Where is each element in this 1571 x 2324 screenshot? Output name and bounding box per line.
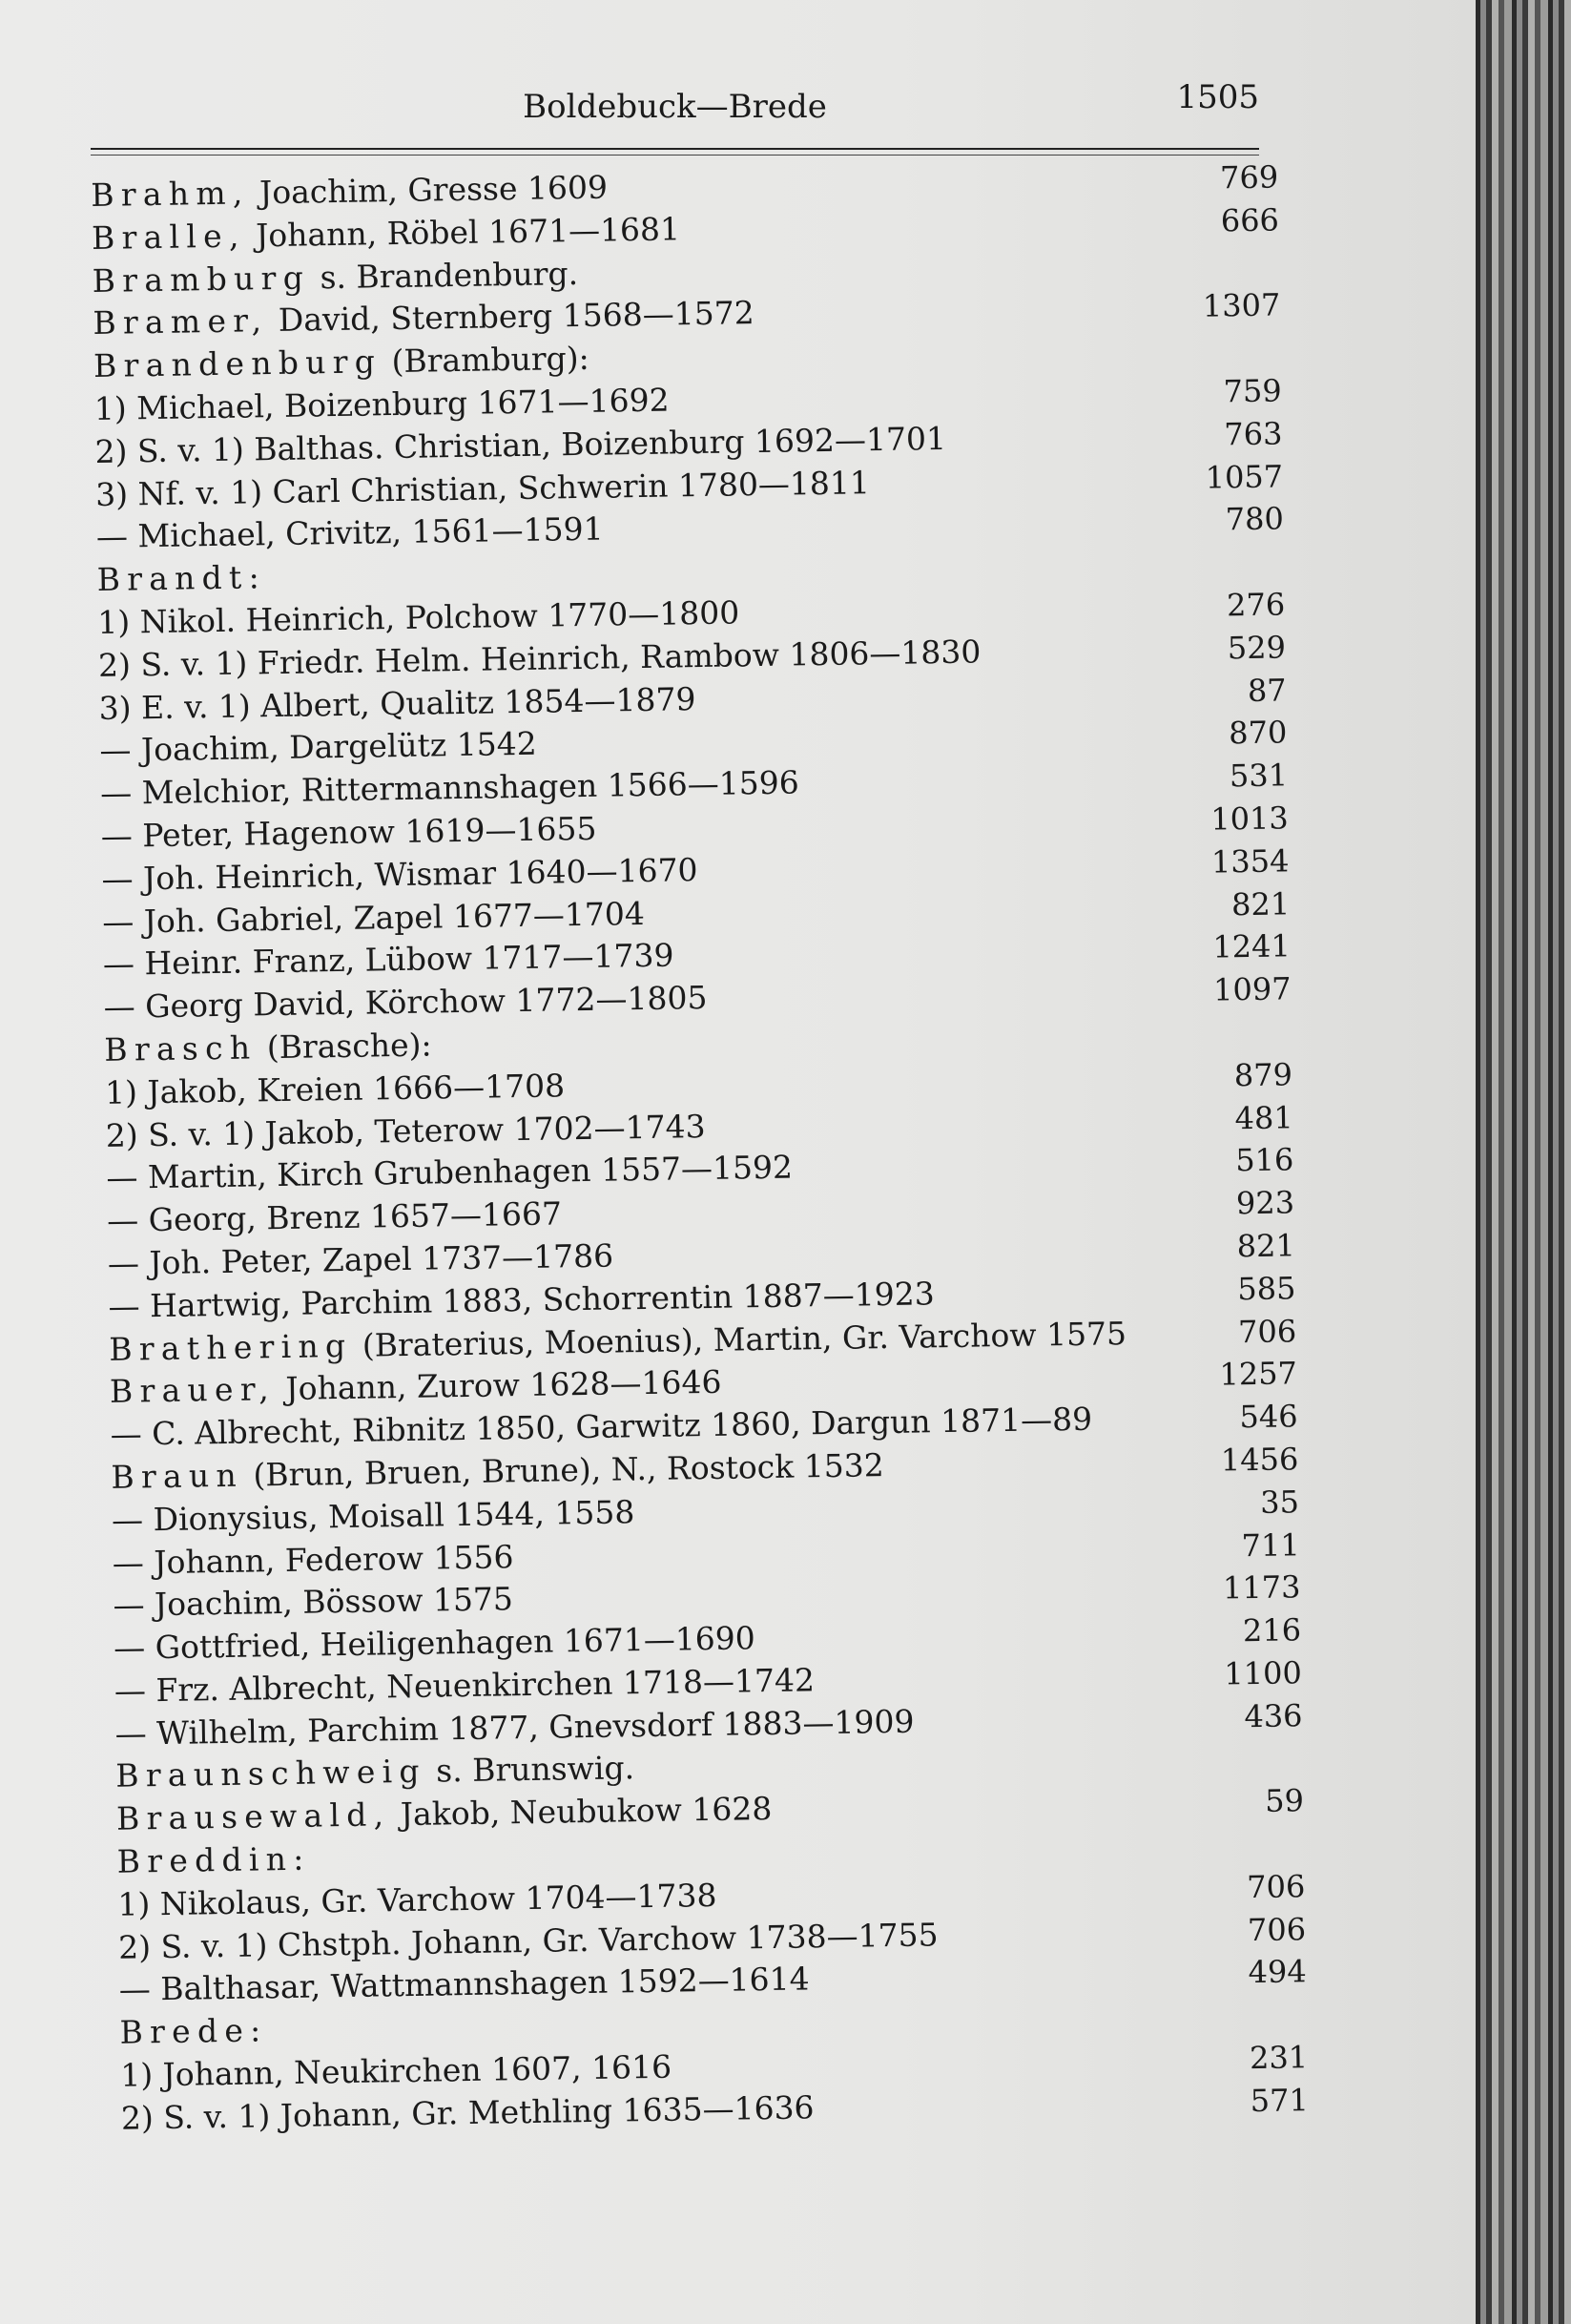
entry-details: — Dionysius, Moisall 1544, 1558 bbox=[111, 1492, 635, 1539]
entry-text bbox=[113, 1581, 513, 1625]
entry-reference-number: 436 bbox=[1244, 1696, 1303, 1734]
entry-reference-number: 1307 bbox=[1202, 286, 1281, 325]
entry-reference-number: 231 bbox=[1249, 2039, 1309, 2077]
entry-details: 2) S. v. 1) Johann, Gr. Methling 1635—1636 bbox=[120, 2088, 815, 2137]
entry-details: 3) Nf. v. 1) Carl Christian, Schwerin 1780—1811 bbox=[94, 463, 871, 513]
entry-text bbox=[120, 2048, 672, 2094]
entry-reference-number: 35 bbox=[1259, 1483, 1300, 1521]
page-number: 1505 bbox=[1176, 78, 1259, 116]
entry-details: Joachim, Gresse 1609 bbox=[258, 168, 609, 212]
entry-text bbox=[104, 1026, 432, 1068]
entry-text bbox=[105, 1067, 566, 1111]
entry-reference-number: 1097 bbox=[1212, 970, 1292, 1008]
entry-reference-number: 780 bbox=[1225, 500, 1285, 538]
entry-details: 1) Johann, Neukirchen 1607, 1616 bbox=[119, 2047, 672, 2094]
entry-reference-number: 763 bbox=[1224, 415, 1283, 453]
entry-details: — Martin, Kirch Grubenhagen 1557—1592 bbox=[106, 1148, 794, 1197]
entry-reference-number: 546 bbox=[1239, 1398, 1298, 1436]
entry-details: Jakob, Neubukow 1628 bbox=[400, 1790, 773, 1834]
entry-details: — Michael, Crivitz, 1561—1591 bbox=[95, 509, 604, 556]
entry-surname: Braunschweig bbox=[115, 1753, 427, 1795]
entry-details: David, Sternberg 1568—1572 bbox=[278, 294, 754, 340]
entry-text bbox=[103, 937, 674, 983]
entry-text bbox=[94, 381, 670, 426]
entry-details: — Joh. Gabriel, Zapel 1677—1704 bbox=[101, 894, 646, 941]
entry-details: 2) S. v. 1) Friedr. Helm. Heinrich, Rambow 1806—1830 bbox=[97, 633, 982, 684]
entry-details: 2) S. v. 1) Balthas. Christian, Boizenburg 1692—1701 bbox=[94, 419, 947, 470]
entry-text bbox=[116, 1840, 310, 1880]
entry-surname: Brausewald, bbox=[115, 1795, 391, 1838]
entry-text bbox=[115, 1750, 634, 1795]
entry-reference-number: 1456 bbox=[1220, 1441, 1299, 1479]
entry-reference-number: 666 bbox=[1220, 201, 1280, 239]
entry-reference-number: 59 bbox=[1264, 1782, 1305, 1820]
entry-text bbox=[91, 168, 608, 214]
entry-details: — Wilhelm, Parchim 1877, Gnevsdorf 1883—1909 bbox=[114, 1702, 915, 1753]
entry-reference-number: 481 bbox=[1234, 1098, 1293, 1136]
entry-surname: Braun bbox=[111, 1456, 244, 1496]
entry-text bbox=[93, 340, 589, 384]
entry-details: s. Brunswig. bbox=[435, 1749, 635, 1790]
entry-reference-number: 821 bbox=[1236, 1227, 1296, 1265]
entry-surname: Brauer, bbox=[109, 1370, 277, 1411]
entry-text bbox=[108, 1236, 614, 1281]
entry-details: — Joh. Heinrich, Wismar 1640—1670 bbox=[101, 850, 698, 898]
entry-reference-number: 87 bbox=[1247, 671, 1287, 709]
entry-details: 1) Nikol. Heinrich, Polchow 1770—1800 bbox=[97, 593, 740, 641]
entry-reference-number: 821 bbox=[1230, 884, 1291, 923]
entry-reference-number: 706 bbox=[1246, 1868, 1306, 1906]
header-rule-thin bbox=[91, 155, 1259, 156]
entry-details: — Georg, Brenz 1657—1667 bbox=[106, 1194, 563, 1239]
entry-text bbox=[99, 725, 537, 769]
entry-reference-number: 1057 bbox=[1205, 457, 1284, 496]
entry-surname: Brandenburg bbox=[93, 342, 382, 385]
entry-details: — Balthasar, Wattmannshagen 1592—1614 bbox=[118, 1960, 810, 2009]
entry-surname: Breddin: bbox=[116, 1839, 311, 1880]
entry-reference-number: 711 bbox=[1241, 1525, 1300, 1564]
entry-details: s. Brandenburg. bbox=[320, 254, 579, 296]
entry-reference-number: 585 bbox=[1237, 1270, 1296, 1307]
entry-details: — Joachim, Dargelütz 1542 bbox=[99, 725, 538, 770]
entry-reference-number: 879 bbox=[1233, 1056, 1293, 1094]
entry-details: — Heinr. Franz, Lübow 1717—1739 bbox=[102, 936, 674, 984]
entry-surname: Brathering bbox=[108, 1326, 353, 1368]
entry-details: 2) S. v. 1) Jakob, Teterow 1702—1743 bbox=[105, 1107, 706, 1154]
entry-details: 1) Michael, Boizenburg 1671—1692 bbox=[93, 381, 670, 427]
entry-text bbox=[101, 810, 597, 855]
entry-reference-number: 706 bbox=[1247, 1910, 1307, 1948]
entry-reference-number: 494 bbox=[1248, 1953, 1308, 1991]
entry-reference-number: 516 bbox=[1234, 1141, 1294, 1179]
entry-details: — Frz. Albrecht, Neuenkirchen 1718—1742 bbox=[114, 1661, 816, 1710]
header-rule bbox=[91, 148, 1259, 150]
entry-details: — Johann, Federow 1556 bbox=[112, 1537, 514, 1582]
entry-details: 2) S. v. 1) Chstph. Johann, Gr. Varchow 1738—1755 bbox=[117, 1915, 939, 1966]
entry-reference-number: 531 bbox=[1229, 757, 1289, 795]
entry-reference-number: 1173 bbox=[1222, 1568, 1301, 1607]
entry-reference-number: 769 bbox=[1219, 158, 1279, 197]
entry-surname: Brasch bbox=[104, 1028, 258, 1069]
entry-text bbox=[112, 1493, 635, 1539]
entry-details: Johann, Röbel 1671—1681 bbox=[255, 210, 681, 255]
header-title: Boldebuck—Brede bbox=[523, 88, 827, 126]
entry-details: — Gottfried, Heiligenhagen 1671—1690 bbox=[113, 1619, 756, 1667]
entry-surname: Brandt: bbox=[96, 558, 267, 599]
entry-reference-number: 276 bbox=[1226, 586, 1286, 624]
entry-surname: Bralle, bbox=[91, 217, 246, 257]
entry-text bbox=[107, 1195, 562, 1239]
entry-details: — Hartwig, Parchim 1883, Schorrentin 1887—1923 bbox=[108, 1274, 935, 1325]
entry-reference-number: 759 bbox=[1223, 372, 1282, 410]
entry-reference-number: 1257 bbox=[1219, 1355, 1298, 1393]
book-spine bbox=[1476, 0, 1571, 2324]
register-entries bbox=[91, 157, 1309, 2142]
entry-details: — Melchior, Rittermannshagen 1566—1596 bbox=[99, 763, 799, 813]
entry-reference-number: 529 bbox=[1227, 629, 1287, 667]
entry-reference-number: 571 bbox=[1250, 2082, 1310, 2120]
entry-surname: Brahm, bbox=[91, 174, 250, 214]
running-header bbox=[91, 78, 1259, 135]
entry-details: — C. Albrecht, Ribnitz 1850, Garwitz 1860, Dargun 1871—89 bbox=[110, 1400, 1093, 1453]
entry-reference-number: 870 bbox=[1228, 714, 1288, 752]
entry-surname: Bramburg bbox=[92, 258, 311, 300]
entry-details: — Joachim, Bössow 1575 bbox=[113, 1580, 514, 1625]
entry-reference-number: 706 bbox=[1237, 1312, 1297, 1350]
entry-text bbox=[96, 558, 266, 598]
entry-details: — Peter, Hagenow 1619—1655 bbox=[100, 809, 597, 855]
entry-details: (Bramburg): bbox=[391, 340, 590, 381]
entry-reference-number: 216 bbox=[1242, 1611, 1302, 1650]
entry-reference-number: 923 bbox=[1235, 1184, 1295, 1222]
entry-reference-number: 1354 bbox=[1210, 842, 1290, 881]
entry-text bbox=[96, 510, 604, 555]
entry-details: 1) Jakob, Kreien 1666—1708 bbox=[104, 1067, 566, 1111]
entry-text bbox=[119, 2012, 267, 2051]
entry-reference-number: 1241 bbox=[1212, 927, 1292, 965]
entry-text bbox=[113, 1538, 514, 1582]
entry-surname: Brede: bbox=[119, 2011, 268, 2052]
entry-details: — Georg David, Körchow 1772—1805 bbox=[103, 979, 708, 1027]
entry-details: — Joh. Peter, Zapel 1737—1786 bbox=[107, 1236, 614, 1282]
entry-details: (Braterius, Moenius), Martin, Gr. Varchow 1575 bbox=[362, 1314, 1127, 1364]
entry-reference-number: 1100 bbox=[1224, 1654, 1303, 1692]
entry-details: Johann, Zurow 1628—1646 bbox=[285, 1363, 722, 1408]
entry-text bbox=[92, 210, 681, 257]
entry-reference-number: 1013 bbox=[1209, 799, 1290, 838]
entry-details: (Brasche): bbox=[266, 1026, 432, 1067]
entry-details: 3) E. v. 1) Albert, Qualitz 1854—1879 bbox=[98, 679, 696, 727]
entry-text bbox=[92, 255, 578, 300]
entry-details: 1) Nikolaus, Gr. Varchow 1704—1738 bbox=[117, 1876, 717, 1923]
entry-text bbox=[102, 895, 645, 941]
entry-details: (Brun, Bruen, Brune), N., Rostock 1532 bbox=[253, 1446, 884, 1494]
entry-surname: Bramer, bbox=[93, 301, 269, 342]
